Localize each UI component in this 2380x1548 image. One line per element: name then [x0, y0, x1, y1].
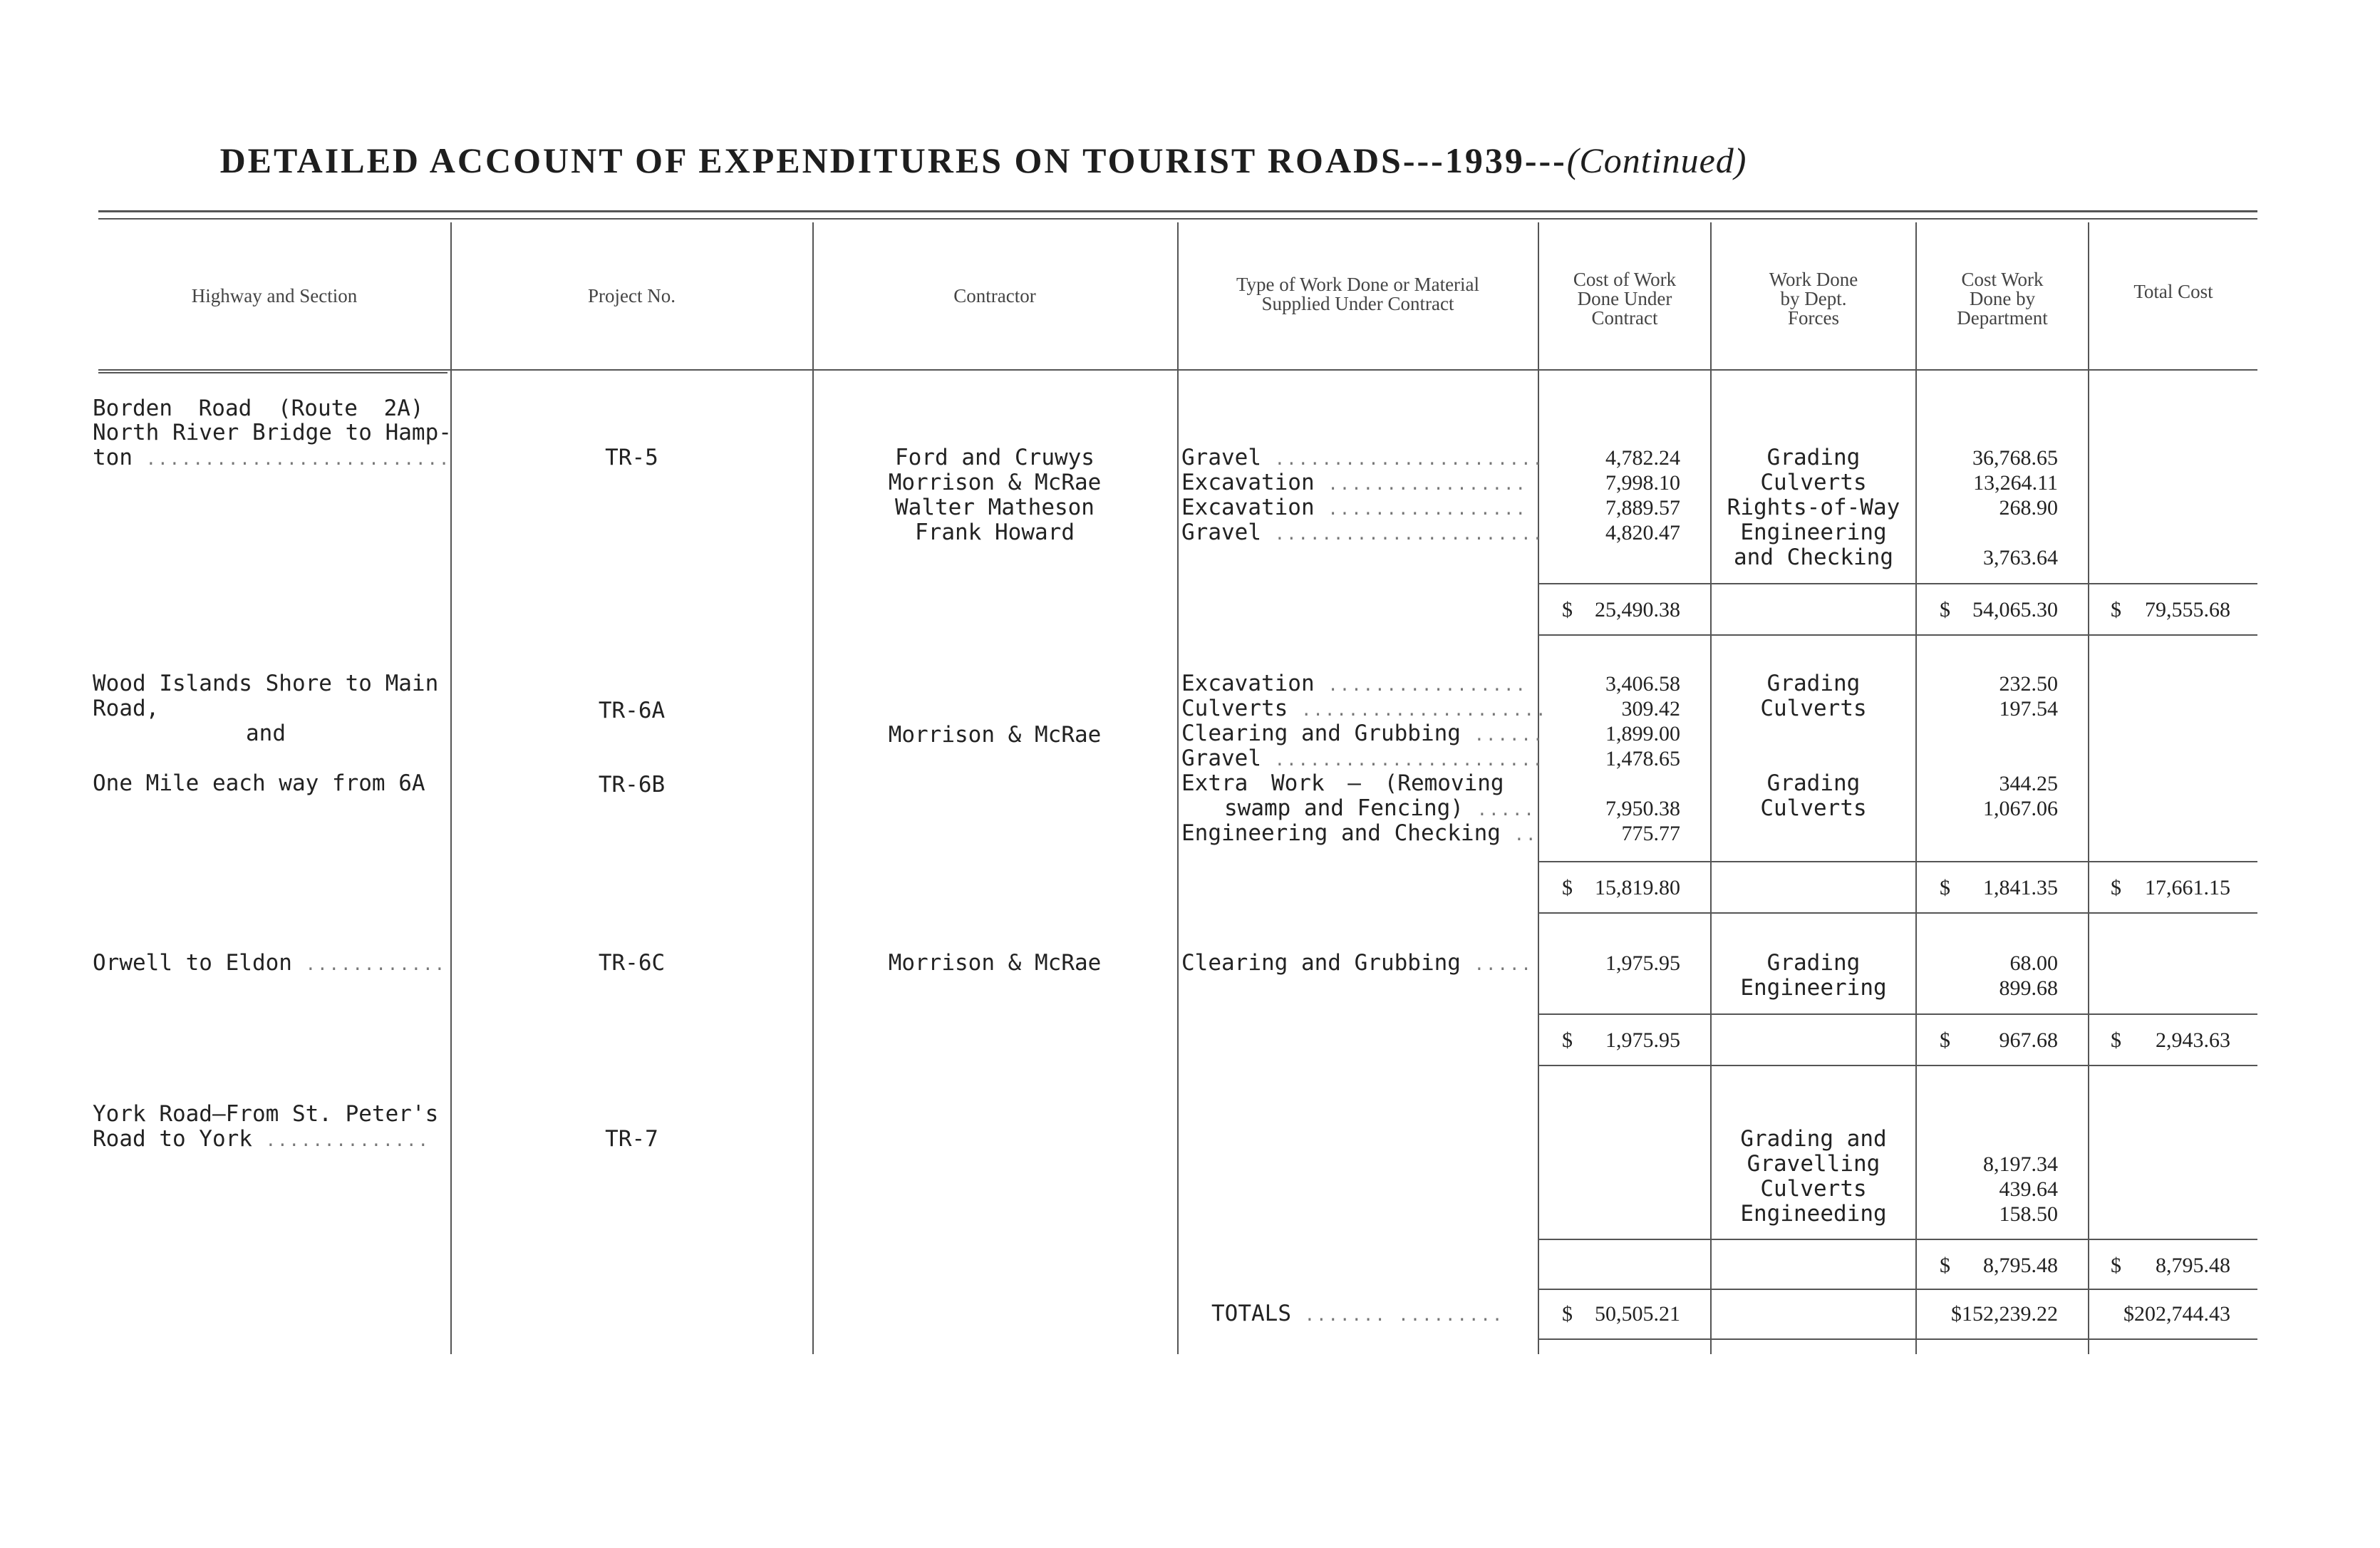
subtotal-dept-s2: 1,841.35	[1983, 876, 2058, 899]
header-contractor: Contractor	[953, 285, 1036, 306]
dept-work-s1-1: Grading	[1766, 445, 1861, 470]
contractor-s1-1: Ford and Cruwys	[895, 445, 1095, 470]
work-type-s1-4: Gravel .......................	[1181, 520, 1544, 545]
project-s3: TR-6C	[598, 950, 666, 976]
dollar-s4-total: $	[2111, 1254, 2121, 1277]
dept-cost-s1-1: 36,768.65	[1972, 446, 2058, 470]
work-type-s1-3: Excavation .................	[1181, 495, 1527, 520]
contractor-s3: Morrison & McRae	[888, 950, 1102, 976]
dept-work-s4-1: Grading and	[1740, 1126, 1887, 1152]
dollar-s4-dept: $	[1940, 1254, 1950, 1277]
dept-work-s2-2: Culverts	[1760, 696, 1867, 721]
subtotal-rule-bottom-s2	[1539, 912, 2257, 914]
highway-s2-line4: One Mile each way from 6A	[93, 770, 425, 796]
header-highway: Highway and Section	[191, 285, 358, 306]
dept-work-s2-1: Grading	[1766, 671, 1861, 696]
totals-contract: 50,505.21	[1595, 1302, 1680, 1326]
subtotal-rule-bottom-s1	[1539, 634, 2257, 636]
header-type-work-line2: Supplied Under Contract	[1261, 293, 1454, 314]
page-title	[0, 140, 1967, 181]
dollar-s2-contract: $	[1562, 876, 1573, 899]
header-work-dept	[1712, 270, 1915, 328]
subtotal-rule-top-s2	[1539, 861, 2257, 862]
subtotal-dept-s1: 54,065.30	[1972, 598, 2058, 621]
total-s4: 8,795.48	[2156, 1254, 2230, 1277]
subtotal-dept-s4: 8,795.48	[1983, 1254, 2058, 1277]
highway-s4-line2: Road to York ..............	[93, 1126, 430, 1152]
highway-s2-line3: and	[246, 721, 286, 746]
title-main: DETAILED ACCOUNT OF EXPENDITURES ON TOURIST ROADS---1939---	[219, 140, 1567, 180]
dept-work-s2-4: Culverts	[1760, 795, 1867, 821]
subtotal-contract-s2: 15,819.80	[1595, 876, 1680, 899]
work-type-s2-7-text: Engineering and Checking	[1181, 820, 1501, 846]
col-divider-3	[1177, 222, 1179, 1354]
highway-s1-line3-text: ton	[93, 445, 133, 470]
project-s2b: TR-6B	[598, 772, 666, 798]
subtotal-contract-s3: 1,975.95	[1605, 1028, 1680, 1052]
dept-cost-s4-2: 439.64	[1999, 1177, 2058, 1201]
contract-cost-s3-1: 1,975.95	[1605, 951, 1680, 975]
totals-total: $202,744.43	[2123, 1302, 2230, 1326]
work-type-s2-6-text: swamp and Fencing)	[1224, 795, 1464, 821]
dept-cost-s4-1: 8,197.34	[1983, 1152, 2058, 1176]
highway-s4-line1: York Road—From St. Peter's	[93, 1101, 439, 1127]
contract-cost-s1-1: 4,782.24	[1605, 446, 1680, 470]
dept-work-s3-2: Engineering	[1740, 975, 1887, 1001]
work-type-s2-2: Culverts .....................	[1181, 696, 1548, 721]
totals-rule-bottom	[1539, 1338, 2257, 1340]
work-type-s1-4-text: Gravel	[1181, 520, 1261, 545]
dept-work-s4-4: Engineeding	[1740, 1201, 1887, 1227]
highway-s4-line2-text: Road to York	[93, 1126, 252, 1152]
contract-cost-s2-6: 7,950.38	[1605, 797, 1680, 820]
header-work-dept-line2: by Dept.	[1780, 288, 1847, 309]
work-type-s2-4-text: Gravel	[1181, 745, 1261, 771]
dept-cost-s1-2: 13,264.11	[1973, 471, 2058, 495]
contract-cost-s2-2: 309.42	[1621, 697, 1680, 721]
header-cost-dept-line1: Cost Work	[1961, 269, 2044, 290]
dollar-s2-dept: $	[1940, 876, 1950, 899]
dept-cost-s2-3: 344.25	[1999, 772, 2058, 795]
dept-work-s1-2: Culverts	[1760, 470, 1867, 495]
header-work-dept-line3: Forces	[1788, 307, 1839, 329]
dept-cost-s1-5: 3,763.64	[1983, 546, 2058, 569]
work-type-s3-1: Clearing and Grubbing .....	[1181, 950, 1533, 976]
contract-cost-s2-4: 1,478.65	[1605, 747, 1680, 770]
header-cost-dept-line3: Department	[1957, 307, 2048, 329]
dept-work-s1-5: and Checking	[1734, 545, 1893, 570]
header-cost-dept	[1917, 270, 2088, 328]
highway-rule	[98, 372, 447, 373]
contractor-s1-4: Frank Howard	[915, 520, 1075, 545]
col-divider-7	[2088, 222, 2089, 1354]
work-type-s1-1: Gravel .......................	[1181, 445, 1544, 470]
total-s1: 79,555.68	[2145, 598, 2230, 621]
header-total-cost: Total Cost	[2133, 281, 2213, 302]
total-s2: 17,661.15	[2145, 876, 2230, 899]
header-type-work-line1: Type of Work Done or Material	[1236, 274, 1480, 295]
header-cost-contract-line1: Cost of Work	[1573, 269, 1677, 290]
dept-work-s2-3: Grading	[1766, 770, 1861, 796]
dept-cost-s2-4: 1,067.06	[1983, 797, 2058, 820]
title-continued: (Continued)	[1566, 140, 1747, 180]
dept-cost-s2-2: 197.54	[1999, 697, 2058, 721]
highway-s2-line2: Road,	[93, 696, 160, 721]
work-type-s2-5: Extra Work — (Removing	[1181, 770, 1504, 796]
highway-s2-line1: Wood Islands Shore to Main	[93, 671, 439, 696]
dept-cost-s3-1: 68.00	[2009, 951, 2058, 975]
totals-label: TOTALS ....... .........	[1211, 1301, 1504, 1326]
highway-s3-line1: Orwell to Eldon ............	[93, 950, 447, 976]
work-type-s1-1-text: Gravel	[1181, 445, 1261, 470]
contract-cost-s2-1: 3,406.58	[1605, 672, 1680, 696]
project-s1: TR-5	[605, 445, 658, 470]
subtotal-rule-top-s4	[1539, 1239, 2257, 1240]
dollar-s1-dept: $	[1940, 598, 1950, 621]
top-rule-2	[98, 218, 2257, 220]
col-divider-4	[1538, 222, 1539, 1354]
work-type-s2-6: swamp and Fencing) .....	[1224, 795, 1536, 821]
dept-work-s1-4: Engineering	[1740, 520, 1887, 545]
header-cost-contract	[1539, 270, 1710, 328]
dollar-s2-total: $	[2111, 876, 2121, 899]
dept-cost-s4-3: 158.50	[1999, 1202, 2058, 1226]
project-s4: TR-7	[605, 1126, 658, 1152]
subtotal-rule-top-s1	[1539, 583, 2257, 584]
dollar-s3-contract: $	[1562, 1028, 1573, 1052]
totals-label-text: TOTALS	[1211, 1301, 1291, 1326]
total-s3: 2,943.63	[2156, 1028, 2230, 1052]
dept-work-s1-3: Rights-of-Way	[1727, 495, 1900, 520]
dept-cost-s1-3: 268.90	[1999, 496, 2058, 520]
dollar-totals-contract: $	[1562, 1302, 1573, 1326]
project-s2a: TR-6A	[598, 698, 666, 723]
totals-dept: $152,239.22	[1951, 1302, 2058, 1326]
work-type-s2-7: Engineering and Checking ..	[1181, 820, 1538, 846]
col-divider-2	[812, 222, 814, 1354]
header-cost-contract-line3: Contract	[1591, 307, 1658, 329]
subtotal-rule-bottom-s4	[1539, 1289, 2257, 1290]
work-type-s2-1-text: Excavation	[1181, 671, 1315, 696]
highway-s1-line3: ton ..........................	[93, 445, 451, 470]
contractor-s2: Morrison & McRae	[888, 722, 1102, 748]
contract-cost-s1-2: 7,998.10	[1605, 471, 1680, 495]
header-type-work	[1179, 275, 1537, 314]
dollar-s1-total: $	[2111, 598, 2121, 621]
dept-cost-s3-2: 899.68	[1999, 976, 2058, 1000]
subtotal-rule-bottom-s3	[1539, 1065, 2257, 1066]
dollar-s3-dept: $	[1940, 1028, 1950, 1052]
dollar-s3-total: $	[2111, 1028, 2121, 1052]
work-type-s2-3-text: Clearing and Grubbing	[1181, 721, 1461, 746]
header-work-dept-line1: Work Done	[1769, 269, 1858, 290]
work-type-s2-1: Excavation .................	[1181, 671, 1527, 696]
dept-work-s3-1: Grading	[1766, 950, 1861, 976]
contract-cost-s2-7: 775.77	[1621, 822, 1680, 845]
contractor-s1-2: Morrison & McRae	[888, 470, 1102, 495]
dollar-s1-contract: $	[1562, 598, 1573, 621]
contract-cost-s2-3: 1,899.00	[1605, 722, 1680, 745]
subtotal-rule-top-s3	[1539, 1013, 2257, 1015]
work-type-s1-2-text: Excavation	[1181, 470, 1315, 495]
work-type-s1-2: Excavation .................	[1181, 470, 1527, 495]
contract-cost-s1-3: 7,889.57	[1605, 496, 1680, 520]
work-type-s3-1-text: Clearing and Grubbing	[1181, 950, 1461, 976]
top-rule	[98, 210, 2257, 212]
dept-work-s4-3: Culverts	[1760, 1176, 1867, 1202]
highway-s1-line1: Borden Road (Route 2A)	[93, 396, 424, 421]
work-type-s1-3-text: Excavation	[1181, 495, 1315, 520]
dept-cost-s2-1: 232.50	[1999, 672, 2058, 696]
work-type-s2-2-text: Culverts	[1181, 696, 1288, 721]
header-project: Project No.	[588, 285, 676, 306]
contractor-s1-3: Walter Matheson	[895, 495, 1095, 520]
header-cost-contract-line2: Done Under	[1577, 288, 1672, 309]
highway-s3-text: Orwell to Eldon	[93, 950, 292, 976]
highway-s1-line2: North River Bridge to Hamp-	[93, 420, 452, 445]
header-cost-dept-line2: Done by	[1969, 288, 2036, 309]
work-type-s2-3: Clearing and Grubbing ......	[1181, 721, 1545, 746]
subtotal-dept-s3: 967.68	[1999, 1028, 2058, 1052]
dept-work-s4-2: Gravelling	[1747, 1151, 1880, 1177]
subtotal-contract-s1: 25,490.38	[1595, 598, 1680, 621]
work-type-s2-4: Gravel .......................	[1181, 745, 1544, 771]
contract-cost-s1-4: 4,820.47	[1605, 521, 1680, 545]
